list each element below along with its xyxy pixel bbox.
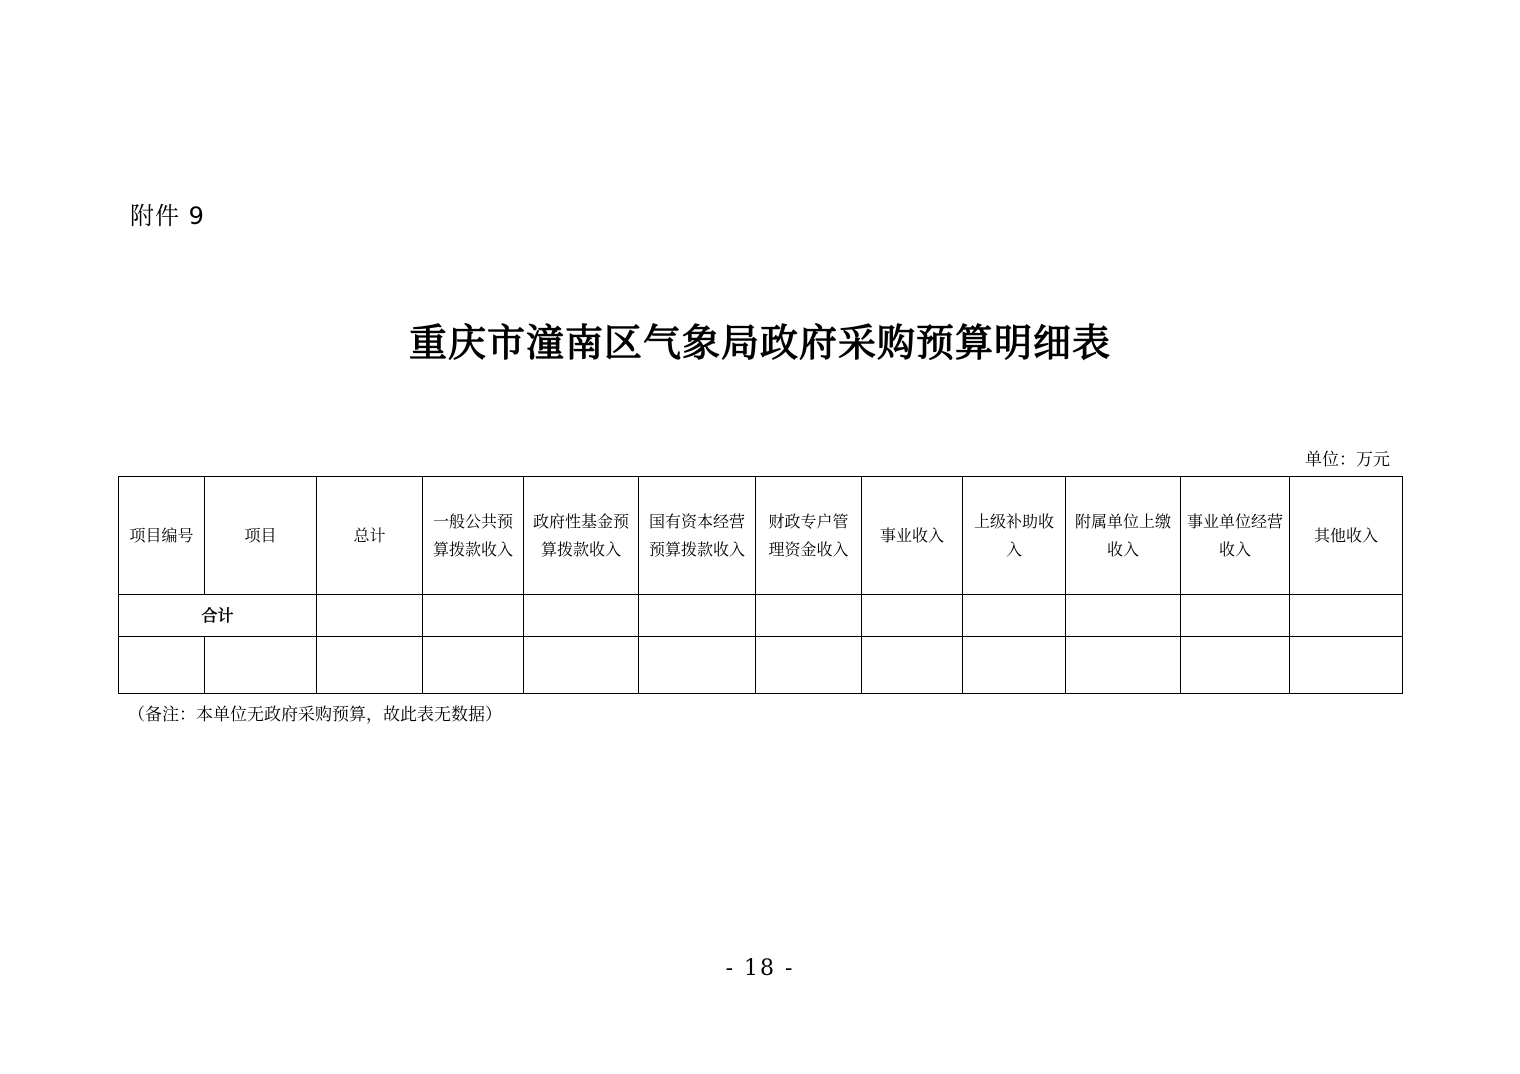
page-number: - 18 - <box>725 956 795 981</box>
table-cell <box>1290 637 1403 694</box>
table-cell <box>639 595 756 637</box>
procurement-budget-table <box>118 476 1403 694</box>
header-cell-superior-subsidy: 上级补助收入 <box>963 477 1066 595</box>
table-cell <box>756 637 862 694</box>
table-cell <box>862 595 963 637</box>
table-cell <box>1066 637 1181 694</box>
table-cell <box>423 595 524 637</box>
table-cell <box>524 595 639 637</box>
header-cell-gov-fund: 政府性基金预算拨款收入 <box>524 477 639 595</box>
header-cell-special-account: 财政专户管理资金收入 <box>756 477 862 595</box>
table-cell <box>963 637 1066 694</box>
table-cell <box>1290 595 1403 637</box>
table-cell <box>639 637 756 694</box>
table-total-row <box>119 595 1403 637</box>
table-row <box>119 637 1403 694</box>
header-cell-business-income: 事业收入 <box>862 477 963 595</box>
remark-note: （备注：本单位无政府采购预算，故此表无数据） <box>128 705 502 725</box>
table-cell <box>1066 595 1181 637</box>
header-cell-state-capital: 国有资本经营预算拨款收入 <box>639 477 756 595</box>
table-cell <box>756 595 862 637</box>
document-title: 重庆市潼南区气象局政府采购预算明细表 <box>408 320 1111 365</box>
table-cell <box>423 637 524 694</box>
attachment-label: 附件 9 <box>130 202 205 230</box>
header-cell-subsidiary-payment: 附属单位上缴收入 <box>1066 477 1181 595</box>
table-cell <box>119 637 205 694</box>
header-cell-operating-income: 事业单位经营收入 <box>1181 477 1290 595</box>
table-cell <box>1181 595 1290 637</box>
header-cell-other-income: 其他收入 <box>1290 477 1403 595</box>
total-label-cell: 合计 <box>119 595 317 637</box>
table-cell <box>1181 637 1290 694</box>
table-cell <box>963 595 1066 637</box>
unit-label: 单位：万元 <box>1305 450 1390 470</box>
table-cell <box>317 595 423 637</box>
table-cell <box>524 637 639 694</box>
table-cell <box>205 637 317 694</box>
header-cell-project-code: 项目编号 <box>119 477 205 595</box>
table-header-row <box>119 477 1403 595</box>
header-cell-total: 总计 <box>317 477 423 595</box>
header-cell-general-budget: 一般公共预算拨款收入 <box>423 477 524 595</box>
header-cell-project: 项目 <box>205 477 317 595</box>
table-cell <box>317 637 423 694</box>
table-cell <box>862 637 963 694</box>
